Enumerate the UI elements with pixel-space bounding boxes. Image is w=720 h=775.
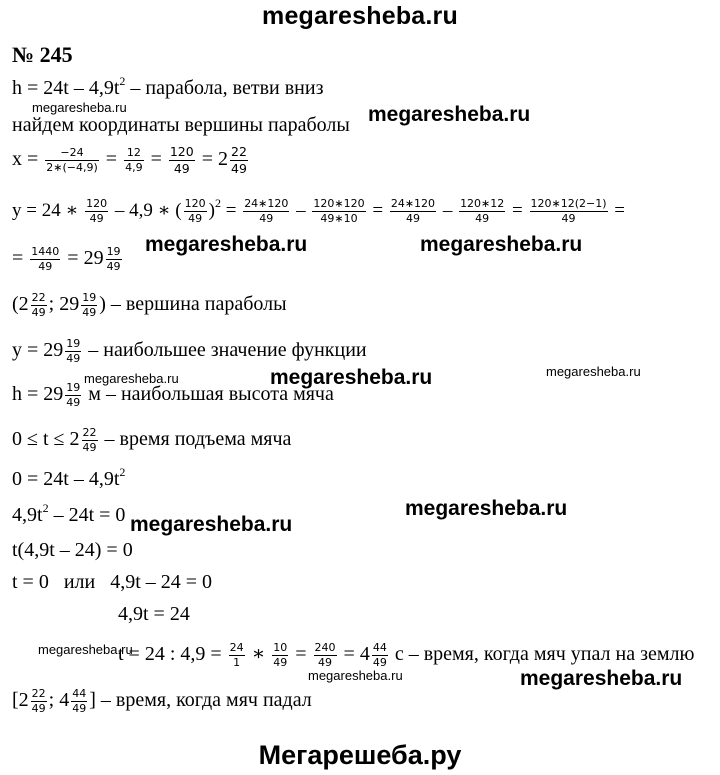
watermark: megaresheba.ru <box>520 667 683 690</box>
watermark: megaresheba.ru <box>546 364 641 379</box>
site-header-logo[interactable]: megaresheba.ru <box>262 2 458 30</box>
solution-line-8: h = 29 $\frac{19}{49}$ м – наибольшая высота мяча <box>12 381 334 409</box>
solution-line-12: t(4,9t – 24) = 0 <box>12 539 133 561</box>
solution-line-4: y = 24 ∗ $\frac{120}{49}$ – 4,9 ∗ ( $\frac{120}{49}$ )$^2$ = $\frac{24∗120}{49}$ – $\frac{120∗120}{49∗10}$ = $\frac{24∗120}{49}$ – $\frac{120∗12}{49}$ = $\frac{120∗12(2-1)}{49}$ = <box>12 195 625 225</box>
solution-line-3: x = $\frac{-24}{2∗(-4,9)}$ = $\frac{12}{4,9}$ = $\frac{120}{49}$ = 2 $\frac{22}{49}$ <box>12 144 247 176</box>
watermark: megaresheba.ru <box>38 642 133 657</box>
solution-line-6: (2 $\frac{22}{49}$ ; 29 $\frac{19}{49}$ ) – вершина параболы <box>12 291 287 319</box>
solution-line-1: $h = 24t - 4,9t^2$ – парабола, ветви вниз <box>12 74 324 99</box>
solution-line-10: $0 = 24t - 4,9t^2$ <box>12 465 126 490</box>
watermark: megaresheba.ru <box>420 233 583 256</box>
solution-line-2: найдем координаты вершины параболы <box>12 114 350 136</box>
solution-line-5: = $\frac{1440}{49}$ = 29 $\frac{19}{49}$ <box>12 245 121 273</box>
solution-line-9: 0 ≤ t ≤ 2 $\frac{22}{49}$ – время подъема мяча <box>12 426 292 454</box>
watermark: megaresheba.ru <box>308 668 403 683</box>
solution-line-14: 4,9t = 24 <box>118 603 190 625</box>
watermark: megaresheba.ru <box>130 513 293 536</box>
solution-line-13: t = 0 или 4,9t – 24 = 0 <box>12 571 213 593</box>
solution-line-7: y = 29 $\frac{19}{49}$ – наибольшее значение функции <box>12 337 367 365</box>
problem-number: № 245 <box>12 42 73 67</box>
watermark: megaresheba.ru <box>145 233 308 256</box>
solution-line-15: t = 24 : 4,9 = $\frac{24}{1}$ ∗ $\frac{10}{49}$ = $\frac{240}{49}$ = 4 $\frac{44}{49}$ с – время, когда мяч упал на землю <box>118 641 695 669</box>
site-footer-logo[interactable]: Мегарешеба.ру <box>258 740 462 770</box>
watermark: megaresheba.ru <box>368 103 531 126</box>
watermark: megaresheba.ru <box>405 497 568 520</box>
watermark: megaresheba.ru <box>270 366 433 389</box>
watermark: megaresheba.ru <box>32 100 127 115</box>
solution-line-16: [2 $\frac{22}{49}$ ; 4 $\frac{44}{49}$ ] – время, когда мяч падал <box>12 687 312 715</box>
watermark: megaresheba.ru <box>84 371 179 386</box>
solution-line-11: $4,9t^2 - 24t = 0$ <box>12 501 126 526</box>
